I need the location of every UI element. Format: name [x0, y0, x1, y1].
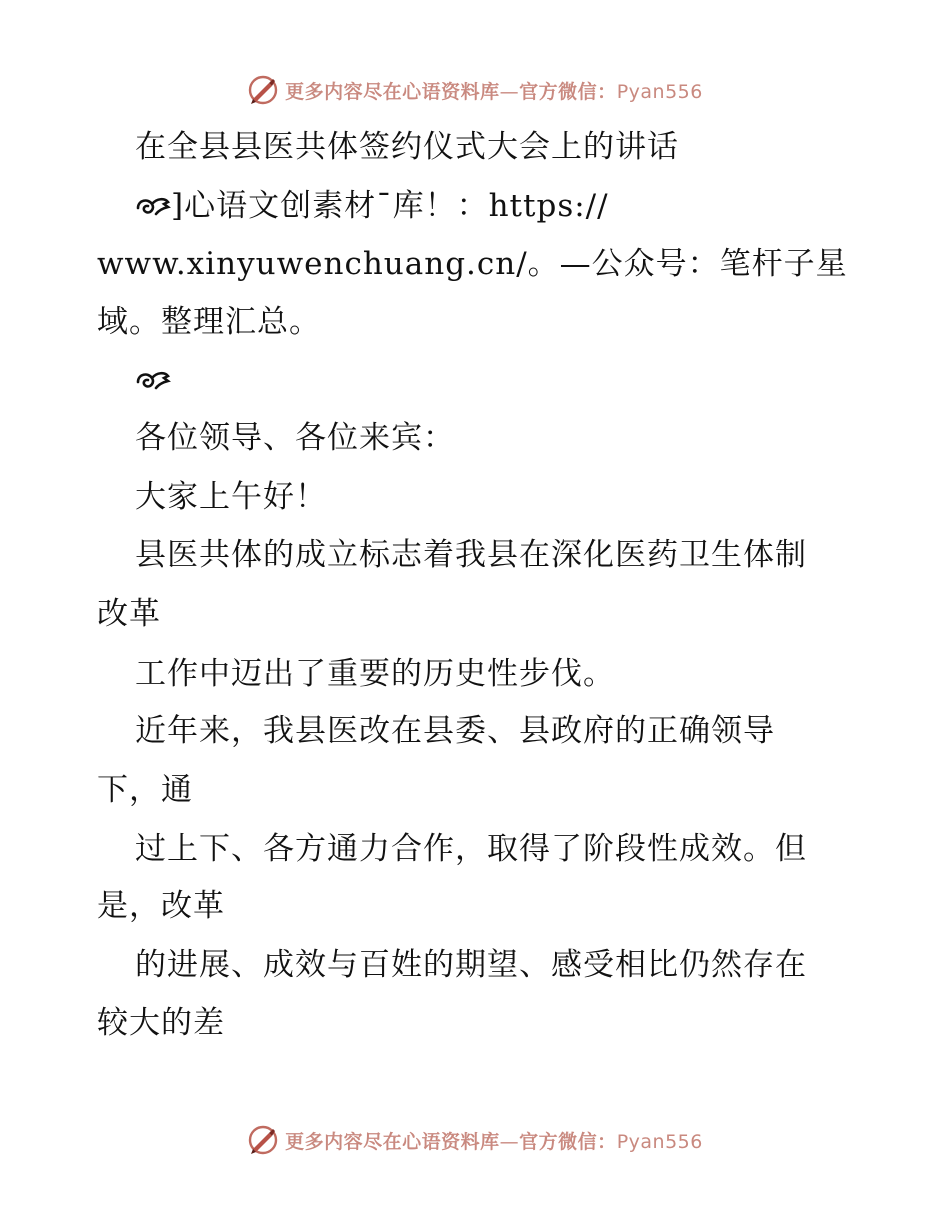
paragraph-2-line-1: 近年来，我县医改在县委、县政府的正确领导	[135, 713, 775, 749]
fleuron-line	[135, 360, 171, 400]
document-title: 在全县县医共体签约仪式大会上的讲话	[135, 129, 679, 165]
salutation: 各位领导、各位来宾：	[135, 420, 455, 456]
paragraph-2-line-6: 较大的差	[97, 1005, 225, 1041]
greeting: 大家上午好！	[135, 479, 327, 515]
footer-watermark	[0, 1120, 950, 1160]
paragraph-2-line-3: 过上下、各方通力合作，取得了阶段性成效。但	[135, 831, 807, 867]
header-watermark-text: 更多内容尽在心语资料库—官方微信：Pyan556	[285, 80, 703, 103]
paragraph-2-line-2: 下，通	[97, 772, 193, 808]
pen-logo-icon	[247, 74, 279, 106]
paragraph-2-line-5: 的进展、成效与百姓的期望、感受相比仍然存在	[135, 947, 807, 983]
header-watermark	[0, 70, 950, 110]
source-line-1: ]心语文创素材¯库！：https://	[135, 186, 609, 226]
fleuron-icon	[135, 192, 171, 220]
paragraph-1-line-2: 改革	[97, 596, 161, 632]
paragraph-2-line-4: 是，改革	[97, 888, 225, 924]
fleuron-icon	[135, 366, 171, 394]
source-line-3: 域。整理汇总。	[97, 304, 321, 340]
source-line-2: www.xinyuwenchuang.cn/。—公众号：笔杆子星	[97, 246, 848, 282]
footer-watermark-text: 更多内容尽在心语资料库—官方微信：Pyan556	[285, 1130, 703, 1153]
paragraph-1-line-1: 县医共体的成立标志着我县在深化医药卫生体制	[135, 537, 807, 573]
pen-logo-icon	[247, 1124, 279, 1156]
paragraph-1-line-3: 工作中迈出了重要的历史性步伐。	[135, 656, 615, 692]
